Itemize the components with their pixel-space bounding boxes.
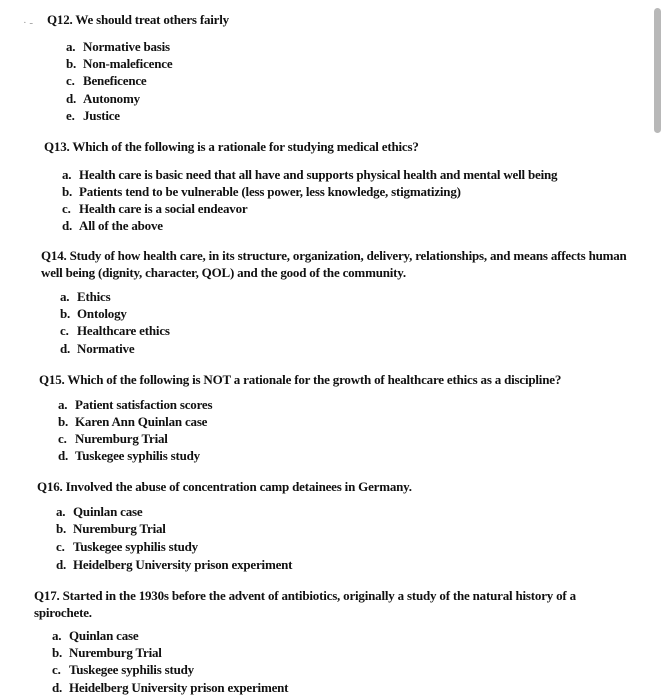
option-text: Beneficence [83, 73, 147, 88]
option-q16-a [56, 503, 142, 520]
question-number: Q13. [44, 139, 70, 154]
option-q17-b [52, 644, 162, 661]
option-letter: e. [66, 108, 75, 123]
option-text: Quinlan case [69, 628, 139, 643]
option-text: Tuskegee syphilis study [75, 448, 200, 463]
option-text: Patient satisfaction scores [75, 397, 213, 412]
question-q15 [39, 371, 561, 388]
margin-mark: · - [23, 17, 34, 29]
option-letter: b. [60, 306, 71, 321]
option-q12-c [66, 72, 147, 89]
question-number: Q14. [41, 248, 67, 263]
option-q17-d [52, 679, 288, 696]
option-q15-c [58, 430, 168, 447]
option-letter: d. [66, 91, 77, 106]
option-letter: c. [66, 73, 75, 88]
question-text: Study of how health care, in its structure, organization, delivery, relationships, and means affects human [69, 248, 627, 263]
option-letter: c. [60, 323, 69, 338]
option-letter: d. [60, 341, 71, 356]
question-q13 [44, 138, 419, 155]
question-q14 [41, 247, 631, 281]
option-q14-c [60, 322, 170, 339]
question-text-continued: well being (dignity, character, QOL) and the good of the community. [41, 265, 406, 280]
option-letter: c. [56, 539, 65, 554]
option-letter: a. [56, 504, 66, 519]
question-number: Q17. [34, 588, 60, 603]
option-q14-d [60, 340, 134, 357]
option-text: Quinlan case [73, 504, 143, 519]
question-q17 [34, 587, 634, 621]
option-letter: a. [66, 39, 76, 54]
option-letter: d. [62, 218, 73, 233]
option-text: Health care is a social endeavor [79, 201, 248, 216]
option-text: Autonomy [83, 91, 140, 106]
option-q14-a [60, 288, 110, 305]
option-letter: b. [62, 184, 73, 199]
option-text: Non-maleficence [83, 56, 173, 71]
option-text: Karen Ann Quinlan case [75, 414, 208, 429]
option-letter: c. [62, 201, 71, 216]
option-text: Heidelberg University prison experiment [73, 557, 293, 572]
option-q13-a [62, 166, 557, 183]
option-text: Patients tend to be vulnerable (less power, less knowledge, stigmatizing) [79, 184, 461, 199]
option-text: Ethics [77, 289, 111, 304]
option-text: Healthcare ethics [77, 323, 170, 338]
option-text: Tuskegee syphilis study [73, 539, 198, 554]
question-text: We should treat others fairly [75, 12, 229, 27]
option-q17-c [52, 661, 194, 678]
question-q12 [47, 11, 229, 28]
option-letter: d. [58, 448, 69, 463]
option-q12-d [66, 90, 140, 107]
question-text-continued: spirochete. [34, 605, 92, 620]
option-q13-b [62, 183, 461, 200]
option-text: Health care is basic need that all have and supports physical health and mental well being [79, 167, 558, 182]
option-q15-b [58, 413, 207, 430]
option-letter: b. [56, 521, 67, 536]
option-q15-d [58, 447, 200, 464]
question-number: Q16. [37, 479, 63, 494]
option-text: Heidelberg University prison experiment [69, 680, 289, 695]
option-letter: c. [58, 431, 67, 446]
question-number: Q12. [47, 12, 73, 27]
option-text: Nuremburg Trial [73, 521, 166, 536]
option-text: All of the above [79, 218, 163, 233]
option-letter: a. [62, 167, 72, 182]
question-text: Which of the following is a rationale for studying medical ethics? [72, 139, 419, 154]
option-q13-c [62, 200, 247, 217]
option-q14-b [60, 305, 127, 322]
option-q16-b [56, 520, 166, 537]
question-text: Started in the 1930s before the advent of antibiotics, originally a study of the natural history of a [62, 588, 576, 603]
vertical-scrollbar[interactable] [654, 8, 661, 133]
option-letter: b. [52, 645, 63, 660]
option-letter: a. [58, 397, 68, 412]
option-text: Nuremburg Trial [75, 431, 168, 446]
option-letter: d. [52, 680, 63, 695]
option-text: Tuskegee syphilis study [69, 662, 194, 677]
option-text: Nuremburg Trial [69, 645, 162, 660]
option-text: Ontology [77, 306, 127, 321]
option-q12-a [66, 38, 170, 55]
question-number: Q15. [39, 372, 65, 387]
option-letter: a. [52, 628, 62, 643]
option-q15-a [58, 396, 212, 413]
question-q16 [37, 478, 412, 495]
option-letter: c. [52, 662, 61, 677]
option-q12-e [66, 107, 120, 124]
option-letter: b. [58, 414, 69, 429]
option-text: Normative [77, 341, 135, 356]
option-q12-b [66, 55, 172, 72]
question-text: Which of the following is NOT a rationale for the growth of healthcare ethics as a discipline? [67, 372, 562, 387]
option-letter: a. [60, 289, 70, 304]
question-text: Involved the abuse of concentration camp detainees in Germany. [65, 479, 412, 494]
option-letter: b. [66, 56, 77, 71]
option-q17-a [52, 627, 138, 644]
option-text: Justice [83, 108, 120, 123]
option-q13-d [62, 217, 163, 234]
option-letter: d. [56, 557, 67, 572]
option-q16-c [56, 538, 198, 555]
option-q16-d [56, 556, 292, 573]
option-text: Normative basis [83, 39, 170, 54]
